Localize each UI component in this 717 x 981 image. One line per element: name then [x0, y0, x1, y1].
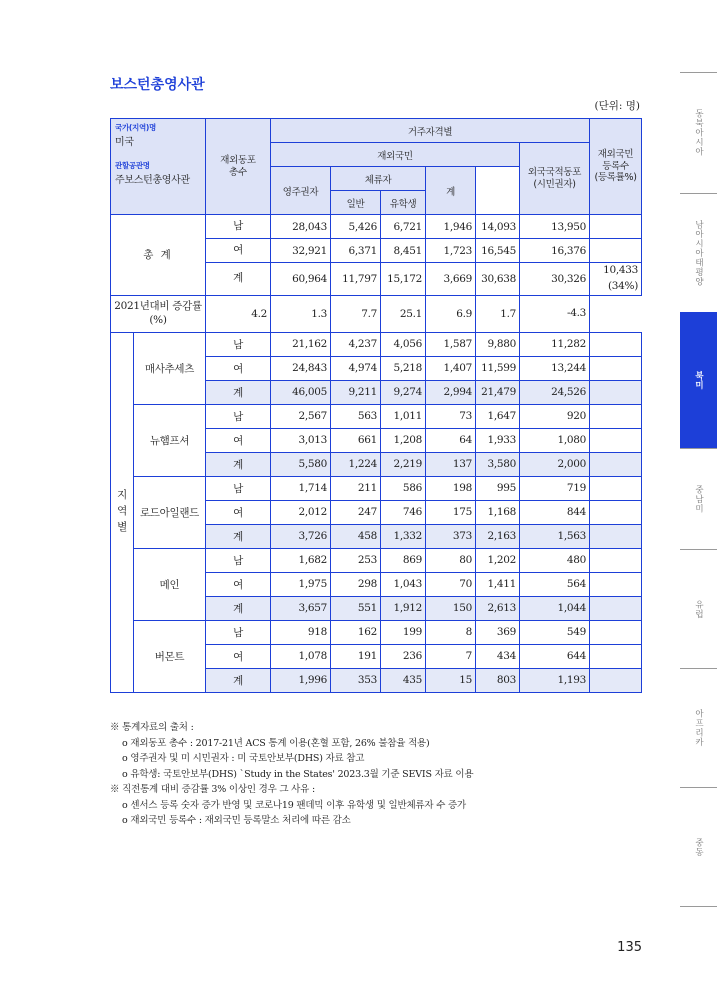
row-label: 남: [206, 620, 271, 644]
table-cell: 16,376: [520, 239, 590, 263]
table-cell: 21,479: [476, 380, 520, 404]
table-cell: 24,843: [271, 356, 331, 380]
table-cell: 80: [426, 548, 476, 572]
table-cell: 1,011: [381, 404, 426, 428]
table-cell: 369: [476, 620, 520, 644]
table-cell: 869: [381, 548, 426, 572]
table-cell: 1,723: [426, 239, 476, 263]
statistics-table: [110, 118, 642, 693]
table-cell: 2,613: [476, 596, 520, 620]
table-cell: 7: [426, 644, 476, 668]
table-cell: 4.2: [206, 295, 271, 332]
table-cell: [590, 380, 642, 404]
table-cell: 175: [426, 500, 476, 524]
row-label: 계: [206, 524, 271, 548]
row-label: 계: [206, 263, 271, 296]
table-cell: [590, 668, 642, 692]
header-permanent: 영주권자: [271, 167, 331, 215]
table-cell: 9,211: [331, 380, 381, 404]
table-cell: 4,237: [331, 332, 381, 356]
row-label: 여: [206, 239, 271, 263]
table-cell: 8,451: [381, 239, 426, 263]
table-cell: 6,721: [381, 215, 426, 239]
row-label: 남: [206, 404, 271, 428]
table-cell: 3,657: [271, 596, 331, 620]
row-label: 여: [206, 500, 271, 524]
table-cell: 21,162: [271, 332, 331, 356]
table-cell: 70: [426, 572, 476, 596]
row-label: 2021년대비 증감률(%): [111, 295, 206, 332]
table-cell: 918: [271, 620, 331, 644]
table-cell: [590, 356, 642, 380]
table-row: [111, 476, 642, 500]
table-cell: 3,013: [271, 428, 331, 452]
table-cell: 5,426: [331, 215, 381, 239]
table-cell: 8: [426, 620, 476, 644]
table-cell: 1,332: [381, 524, 426, 548]
side-tab[interactable]: [680, 193, 717, 312]
note-line: ※ 통계자료의 출처 :: [110, 722, 194, 733]
table-row: [111, 620, 642, 644]
table-cell: 1,996: [271, 668, 331, 692]
side-tab[interactable]: [680, 312, 717, 448]
table-cell: 11,599: [476, 356, 520, 380]
row-label: 남: [206, 548, 271, 572]
table-cell: [590, 500, 642, 524]
table-cell: 1.7: [476, 295, 520, 332]
table-cell: 64: [426, 428, 476, 452]
table-cell: [590, 476, 642, 500]
row-label: 계: [206, 668, 271, 692]
header-residence: 거주자격별: [271, 119, 590, 143]
table-cell: 844: [520, 500, 590, 524]
table-cell: [590, 452, 642, 476]
table-cell: 1,411: [476, 572, 520, 596]
side-tab[interactable]: [680, 668, 717, 787]
table-cell: 551: [331, 596, 381, 620]
table-cell: 1,043: [381, 572, 426, 596]
table-cell: 373: [426, 524, 476, 548]
header-student: 유학생: [381, 191, 426, 215]
table-cell: 1,714: [271, 476, 331, 500]
table-cell: 15,172: [381, 263, 426, 296]
grand-total-label: 총 계: [111, 215, 206, 296]
table-cell: 10,433 (34%): [590, 263, 642, 296]
side-tab[interactable]: [680, 72, 717, 193]
table-cell: 73: [426, 404, 476, 428]
table-cell: 435: [381, 668, 426, 692]
table-cell: 5,218: [381, 356, 426, 380]
table-cell: 586: [381, 476, 426, 500]
row-label: 계: [206, 452, 271, 476]
table-cell: [590, 332, 642, 356]
table-cell: [590, 239, 642, 263]
table-cell: 644: [520, 644, 590, 668]
table-cell: [590, 620, 642, 644]
notes: [110, 720, 473, 829]
note-line: o 유학생: 국토안보부(DHS) `Study in the States' 2023.3월 기준 SEVIS 자료 이용: [122, 768, 474, 780]
region-name: 뉴햄프셔: [134, 404, 206, 476]
table-cell: 1,587: [426, 332, 476, 356]
table-cell: 4,056: [381, 332, 426, 356]
table-cell: 199: [381, 620, 426, 644]
table-cell: 549: [520, 620, 590, 644]
table-cell: 6.9: [426, 295, 476, 332]
table-cell: [590, 572, 642, 596]
table-row: [111, 215, 642, 239]
table-cell: 253: [331, 548, 381, 572]
side-tab-label: 아프리카: [693, 709, 704, 747]
table-cell: 247: [331, 500, 381, 524]
table-cell: 1.3: [271, 295, 331, 332]
table-cell: 1,078: [271, 644, 331, 668]
table-cell: [590, 644, 642, 668]
table-cell: 353: [331, 668, 381, 692]
table-cell: 1,208: [381, 428, 426, 452]
table-cell: 211: [331, 476, 381, 500]
side-tab-label: 남아시아태평양: [693, 219, 704, 287]
table-cell: 1,193: [520, 668, 590, 692]
row-label: 계: [206, 380, 271, 404]
note-line: o 센서스 등록 숫자 증가 반영 및 코로나19 팬데믹 이후 유학생 및 일반체류자 수 증가: [122, 799, 466, 811]
side-tab-label: 중동: [693, 837, 704, 857]
table-cell: 2,567: [271, 404, 331, 428]
table-cell: 236: [381, 644, 426, 668]
table-cell: 995: [476, 476, 520, 500]
header-foreign: 외국국적동포 (시민권자): [520, 143, 590, 215]
table-cell: 13,244: [520, 356, 590, 380]
table-cell: 16,545: [476, 239, 520, 263]
table-cell: 14,093: [476, 215, 520, 239]
row-label: 남: [206, 332, 271, 356]
table-cell: 3,669: [426, 263, 476, 296]
table-cell: 1,168: [476, 500, 520, 524]
table-cell: 2,994: [426, 380, 476, 404]
table-cell: 11,282: [520, 332, 590, 356]
table-cell: 9,274: [381, 380, 426, 404]
table-cell: 7.7: [331, 295, 381, 332]
table-cell: 434: [476, 644, 520, 668]
table-cell: 2,219: [381, 452, 426, 476]
header-total: 재외동포 총수: [206, 119, 271, 215]
table-cell: [590, 215, 642, 239]
table-cell: 32,921: [271, 239, 331, 263]
header-registered: 재외국민 등록수 (등록률%): [590, 119, 642, 215]
table-cell: 1,946: [426, 215, 476, 239]
table-cell: 4,974: [331, 356, 381, 380]
note-line: o 영주권자 및 미 시민권자 : 미 국토안보부(DHS) 자료 참고: [122, 753, 365, 764]
table-cell: 13,950: [520, 215, 590, 239]
table-cell: 15: [426, 668, 476, 692]
table-cell: 1,080: [520, 428, 590, 452]
table-cell: 5,580: [271, 452, 331, 476]
region-name: 버몬트: [134, 620, 206, 692]
region-name: 메인: [134, 548, 206, 620]
table-cell: 746: [381, 500, 426, 524]
table-cell: 920: [520, 404, 590, 428]
note-line: ※ 직전통계 대비 증감률 3% 이상인 경우 그 사유 :: [110, 784, 315, 795]
table-cell: 803: [476, 668, 520, 692]
table-cell: 1,647: [476, 404, 520, 428]
note-line: o 재외국민 등록수 : 재외국민 등록말소 처리에 따른 감소: [122, 815, 351, 826]
table-cell: 137: [426, 452, 476, 476]
header-subtotal: 계: [426, 167, 476, 215]
table-cell: 191: [331, 644, 381, 668]
table-cell: 661: [331, 428, 381, 452]
side-navigation: [680, 72, 717, 907]
header-sojourner: 체류자: [331, 167, 426, 191]
header-general: 일반: [331, 191, 381, 215]
table-cell: 1,975: [271, 572, 331, 596]
table-cell: 1,912: [381, 596, 426, 620]
table-row: [111, 548, 642, 572]
table-cell: [590, 524, 642, 548]
region-name: 로드아일랜드: [134, 476, 206, 548]
table-cell: 46,005: [271, 380, 331, 404]
table-cell: 1,407: [426, 356, 476, 380]
row-label: 여: [206, 644, 271, 668]
table-cell: 298: [331, 572, 381, 596]
table-cell: -4.3: [520, 295, 590, 332]
table-cell: 2,000: [520, 452, 590, 476]
table-cell: [590, 428, 642, 452]
table-cell: 719: [520, 476, 590, 500]
side-tab[interactable]: [680, 448, 717, 549]
table-cell: 150: [426, 596, 476, 620]
table-cell: 1,563: [520, 524, 590, 548]
table-cell: 1,202: [476, 548, 520, 572]
row-label: 남: [206, 476, 271, 500]
table-cell: 1,682: [271, 548, 331, 572]
table-cell: 9,880: [476, 332, 520, 356]
table-cell: 2,163: [476, 524, 520, 548]
table-cell: [590, 404, 642, 428]
table-row: [111, 404, 642, 428]
row-label: 여: [206, 356, 271, 380]
side-tab-label: 북미: [693, 371, 704, 390]
table-cell: 458: [331, 524, 381, 548]
page-number: 135: [617, 940, 642, 955]
page-title: 보스턴총영사관: [110, 77, 205, 93]
table-cell: 25.1: [381, 295, 426, 332]
side-tab-label: 동북아시아: [693, 109, 704, 157]
unit-label: (단위: 명): [594, 100, 640, 112]
side-tab[interactable]: [680, 549, 717, 668]
table-cell: 198: [426, 476, 476, 500]
table-cell: [590, 596, 642, 620]
table-cell: 30,638: [476, 263, 520, 296]
note-line: o 재외동포 총수 : 2017-21년 ACS 통계 이용(혼혈 포함, 26% 불참율 적용): [122, 737, 430, 749]
table-cell: 24,526: [520, 380, 590, 404]
table-cell: 1,933: [476, 428, 520, 452]
table-row: [111, 295, 642, 332]
table-row: [111, 332, 642, 356]
table-cell: 563: [331, 404, 381, 428]
table-cell: 11,797: [331, 263, 381, 296]
table-cell: 60,964: [271, 263, 331, 296]
table-cell: 30,326: [520, 263, 590, 296]
side-tab[interactable]: [680, 787, 717, 906]
row-label: 계: [206, 596, 271, 620]
table-cell: 1,044: [520, 596, 590, 620]
row-label: 남: [206, 215, 271, 239]
table-cell: 6,371: [331, 239, 381, 263]
table-cell: 3,580: [476, 452, 520, 476]
table-cell: 162: [331, 620, 381, 644]
side-tab-label: 중남미: [693, 484, 704, 514]
table-cell: 1,224: [331, 452, 381, 476]
row-label: 여: [206, 572, 271, 596]
region-group-label: 지 역 별: [111, 332, 134, 692]
table-cell: 564: [520, 572, 590, 596]
table-cell: [590, 548, 642, 572]
table-cell: 3,726: [271, 524, 331, 548]
table-cell: 28,043: [271, 215, 331, 239]
header-citizens: 재외국민: [271, 143, 520, 167]
side-divider: [680, 906, 717, 907]
table-cell: 2,012: [271, 500, 331, 524]
header-region: 국가(지역)명 미국 관할공관명 주보스턴총영사관: [111, 119, 206, 215]
table-cell: 480: [520, 548, 590, 572]
region-name: 매사추세츠: [134, 332, 206, 404]
side-tab-label: 유럽: [693, 599, 704, 619]
row-label: 여: [206, 428, 271, 452]
